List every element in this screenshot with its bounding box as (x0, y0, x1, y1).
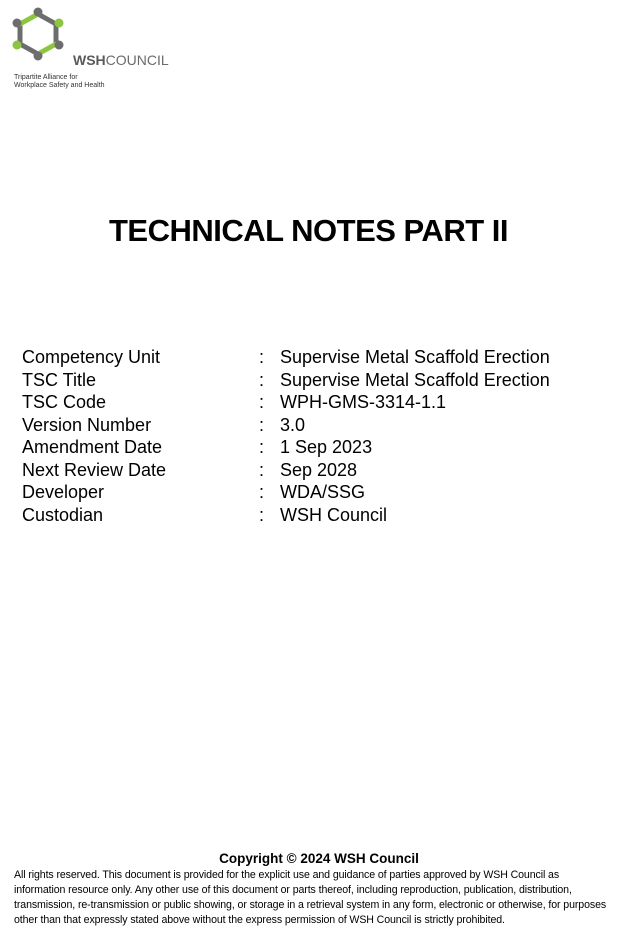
document-title: TECHNICAL NOTES PART II (109, 213, 508, 248)
info-label: TSC Code (22, 392, 107, 412)
info-value: 1 Sep 2023 (280, 437, 373, 457)
info-separator: : (259, 414, 265, 435)
info-label: Amendment Date (22, 437, 163, 457)
info-value: Supervise Metal Scaffold Erection (280, 347, 550, 367)
tagline-line-1: Tripartite Alliance for (14, 74, 78, 81)
info-separator: : (259, 504, 265, 525)
info-label: TSC Title (22, 369, 97, 390)
info-value: 3.0 (280, 414, 306, 435)
info-row-next-review-date (22, 459, 550, 482)
copyright-footer (14, 850, 610, 928)
info-row-amendment-date (22, 436, 550, 459)
info-label: Next Review Date (22, 459, 167, 480)
logo-wordmark: WSHCOUNCIL (73, 52, 169, 68)
info-value: Supervise Metal Scaffold Erection (280, 369, 550, 390)
info-row-competency-unit (22, 346, 550, 369)
wsh-logo-icon (12, 6, 72, 68)
info-separator: : (259, 459, 265, 480)
info-label: Version Number (22, 414, 152, 435)
info-label: Developer (22, 482, 105, 502)
info-row-developer (22, 481, 550, 504)
info-row-version-number (22, 414, 550, 437)
copyright-heading: Copyright © 2024 WSH Council (219, 851, 419, 866)
info-value: WDA/SSG (280, 482, 366, 502)
tagline-line-2: Workplace Safety and Health (14, 82, 105, 89)
info-separator: : (259, 347, 265, 367)
wsh-council-logo (12, 6, 172, 92)
info-row-custodian (22, 504, 550, 527)
logo-tagline (14, 74, 105, 90)
copyright-notice: All rights reserved. This document is provided for the explicit use and guidance of parties approved by WSH Council as information resource only. Any other use of this document or parts thereof, including reproduction, publication, distribution, transmission, re-transmission or public showing, or storage in a retrieval system in any form, electronic or otherwise, for purposes other than that expressly stated above without the express permission of WSH Council is strictly prohibited. (14, 869, 607, 926)
document-info-table (22, 346, 550, 526)
info-row-tsc-code (22, 391, 550, 414)
info-separator: : (259, 437, 265, 457)
info-row-tsc-title (22, 369, 550, 392)
info-separator: : (259, 369, 265, 390)
info-value: WSH Council (280, 504, 388, 525)
info-separator: : (259, 392, 265, 412)
info-separator: : (259, 482, 265, 502)
info-label: Competency Unit (22, 347, 161, 367)
info-value: Sep 2028 (280, 459, 358, 480)
info-label: Custodian (22, 504, 104, 525)
info-value: WPH-GMS-3314-1.1 (280, 392, 447, 412)
